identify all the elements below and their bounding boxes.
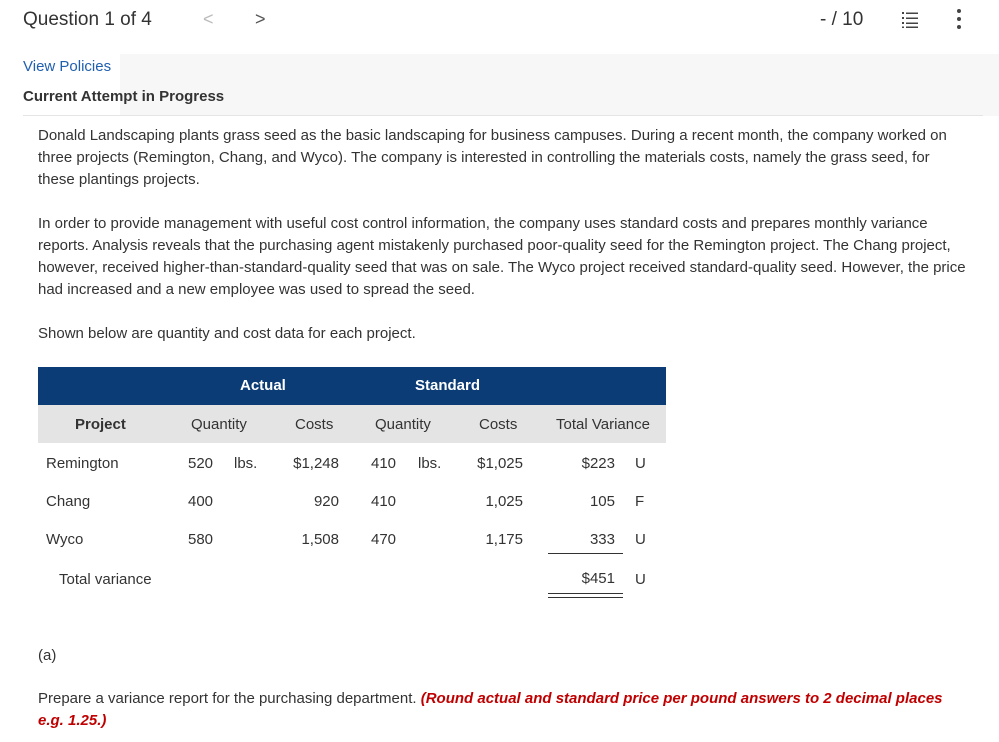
table-cell: 1,025 (485, 493, 523, 510)
total-rule-1 (548, 593, 623, 594)
top-bar (0, 0, 999, 40)
table-cell: 410 (371, 493, 397, 510)
rounding-hint: (Round actual and standard price per pound answers to 2 decimal places e.g. 1.25.) (38, 690, 943, 729)
col-actual-quantity: Quantity (191, 416, 247, 433)
table-cell: 520 (188, 455, 214, 472)
table-cell: 470 (371, 531, 397, 548)
variance-flag: U (635, 571, 646, 588)
variance-flag: U (635, 531, 646, 548)
view-policies-link[interactable]: View Policies (23, 58, 112, 75)
table-row-project: Wyco (46, 531, 84, 548)
variance-flag: F (635, 493, 645, 510)
problem-paragraph-3: Shown below are quantity and cost data for each project. (38, 325, 416, 342)
table-cell: $223 (581, 455, 615, 472)
table-cell: 580 (188, 531, 214, 548)
col-standard-costs: Costs (479, 416, 518, 433)
more-options-icon[interactable] (955, 9, 963, 31)
total-variance-value: $451 (581, 570, 615, 587)
col-standard-quantity: Quantity (375, 416, 431, 433)
total-rule-2 (548, 597, 623, 598)
group-standard: Standard (415, 377, 481, 394)
table-cell: 1,175 (485, 531, 523, 548)
attempt-status: Current Attempt in Progress (23, 88, 225, 105)
table-cell: 105 (589, 493, 615, 510)
table-cell: 333 (589, 531, 615, 548)
col-actual-costs: Costs (295, 416, 334, 433)
table-cell: 1,508 (301, 531, 339, 548)
total-variance-label: Total variance (59, 571, 152, 588)
part-instruction (38, 688, 968, 732)
table-cell: lbs. (234, 455, 258, 472)
header-band (120, 54, 999, 116)
subtotal-rule (548, 553, 623, 554)
table-row-project: Remington (46, 455, 119, 472)
table-group-header (38, 367, 666, 405)
variance-flag: U (635, 455, 646, 472)
col-project: Project (75, 416, 126, 433)
problem-paragraph-2: In order to provide management with useful cost control information, the company uses standard costs and prepares monthly variance reports. Analysis reveals that the purchasing agent mistakenly purchased poor-quality seed for the Remington project. The Chang project, however, received higher-than-standard-quality seed that was on sale. The Wyco project received standard-quality seed. However, the price had increased and a new employee was used to spread the seed. (38, 215, 966, 298)
table-cell: 410 (371, 455, 397, 472)
col-total-variance: Total Variance (556, 416, 650, 433)
instruction-text: Prepare a variance report for the purchasing department. (38, 690, 421, 707)
next-question-button[interactable]: > (255, 9, 266, 29)
problem-paragraph-1: Donald Landscaping plants grass seed as the basic landscaping for business campuses. During a recent month, the company worked on three projects (Remington, Chang, and Wyco). The company is interested in controlling the materials costs, namely the grass seed, for these plantings projects. (38, 127, 947, 188)
table-cell: lbs. (418, 455, 442, 472)
score-display: - / 10 (820, 9, 864, 30)
header-divider (23, 115, 983, 116)
previous-question-button[interactable]: < (203, 9, 214, 29)
group-actual: Actual (240, 377, 286, 394)
table-cell: $1,248 (293, 455, 339, 472)
question-list-icon[interactable] (900, 10, 920, 30)
table-cell: $1,025 (477, 455, 523, 472)
question-counter: Question 1 of 4 (23, 9, 152, 30)
table-row-project: Chang (46, 493, 91, 510)
part-label: (a) (38, 647, 57, 664)
table-cell: 920 (313, 493, 339, 510)
table-cell: 400 (188, 493, 214, 510)
